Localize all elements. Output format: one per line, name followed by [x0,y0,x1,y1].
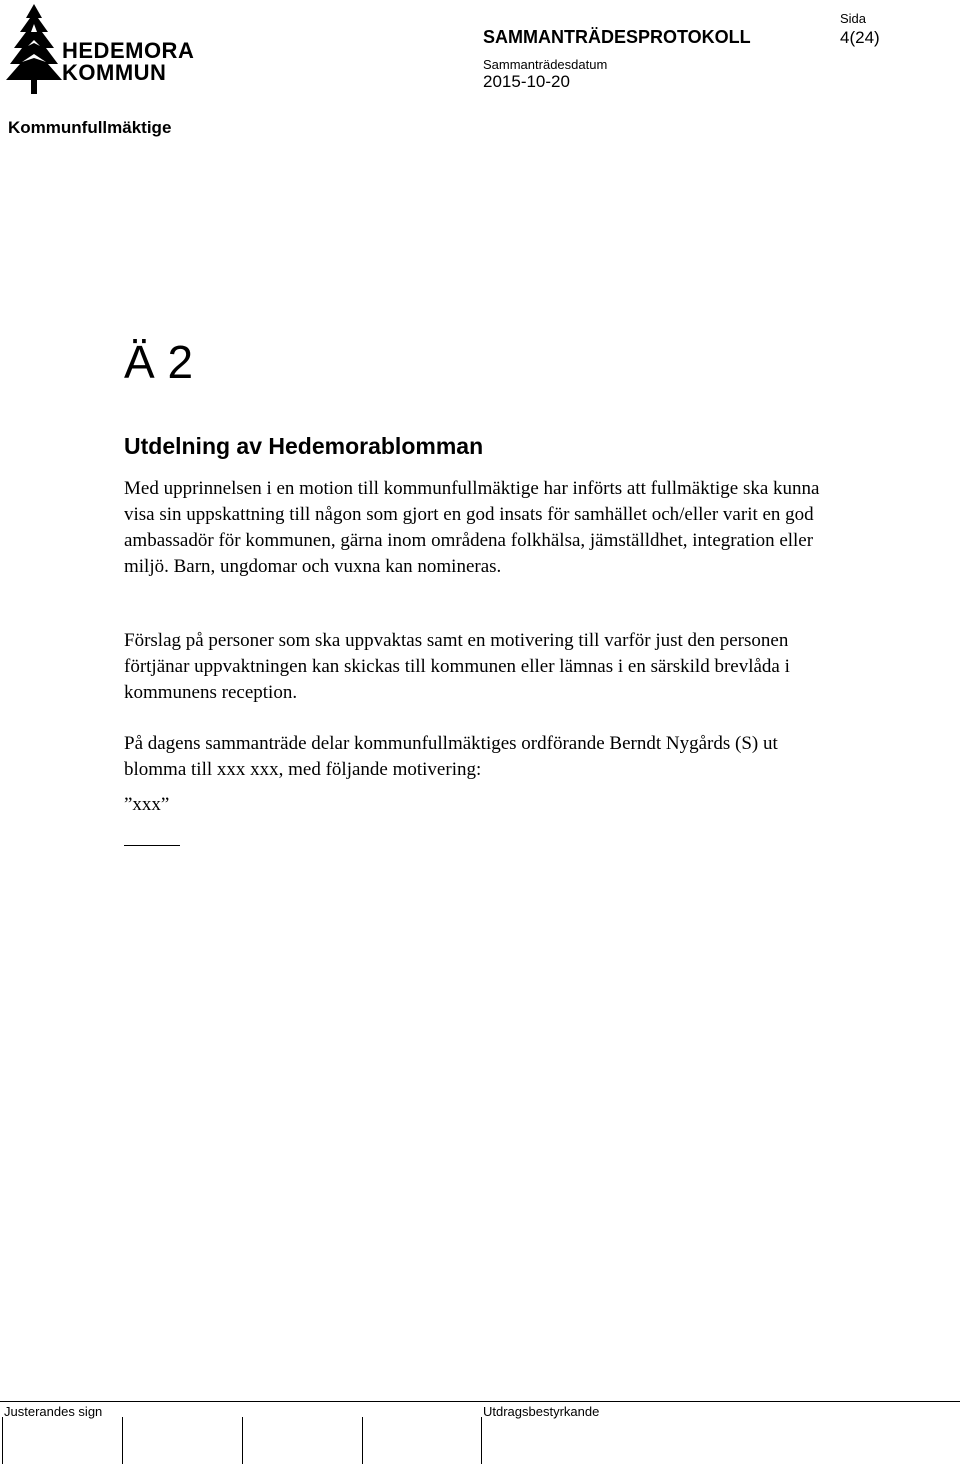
signature-label: Justerandes sign [4,1404,103,1419]
signature-box-divider [2,1417,3,1464]
section-end-rule [124,845,180,846]
council-name: Kommunfullmäktige [8,118,172,137]
spruce-tree-icon [4,2,64,98]
date-label: Sammanträdesdatum [483,57,608,72]
signature-box-divider [122,1417,123,1464]
footer-divider [0,1401,960,1402]
logo-line-1: HEDEMORA [62,38,195,63]
section-number: Ä 2 [124,336,194,388]
page-label: Sida [840,11,867,26]
meeting-date: 2015-10-20 [483,72,570,91]
paragraph-nominations: Förslag på personer som ska uppvaktas samt en motivering till varför just den personen förtjänar uppvaktningen kan skickas till kommunen eller lämnas i en särskild brevlåda i kommunens reception. [124,630,790,703]
signature-box-divider [362,1417,363,1464]
document-type: SAMMANTRÄDESPROTOKOLL [483,27,751,47]
logo-line-2: KOMMUN [62,60,167,85]
paragraph-award: På dagens sammanträde delar kommunfullmäktiges ordförande Berndt Nygårds (S) ut blomma till xxx xxx, med följande motivering: [124,733,778,780]
section-title: Utdelning av Hedemorablomman [124,433,484,459]
page-number: 4(24) [840,28,880,47]
signature-box-divider [242,1417,243,1464]
paragraph-background: Med upprinnelsen i en motion till kommunfullmäktige har införts att fullmäktige ska kunna visa sin uppskattning till någon som gjort en god insats för samhället och/eller varit en god ambassadör för kommunen, gärna inom områdena folkhälsa, jämställdhet, integration eller miljö. Barn, ungdomar och vuxna kan nomineras. [124,478,820,577]
certification-label: Utdragsbestyrkande [483,1404,600,1419]
motivation-quote: ”xxx” [124,794,170,815]
municipality-logo [4,2,195,98]
signature-box-divider [481,1417,482,1464]
